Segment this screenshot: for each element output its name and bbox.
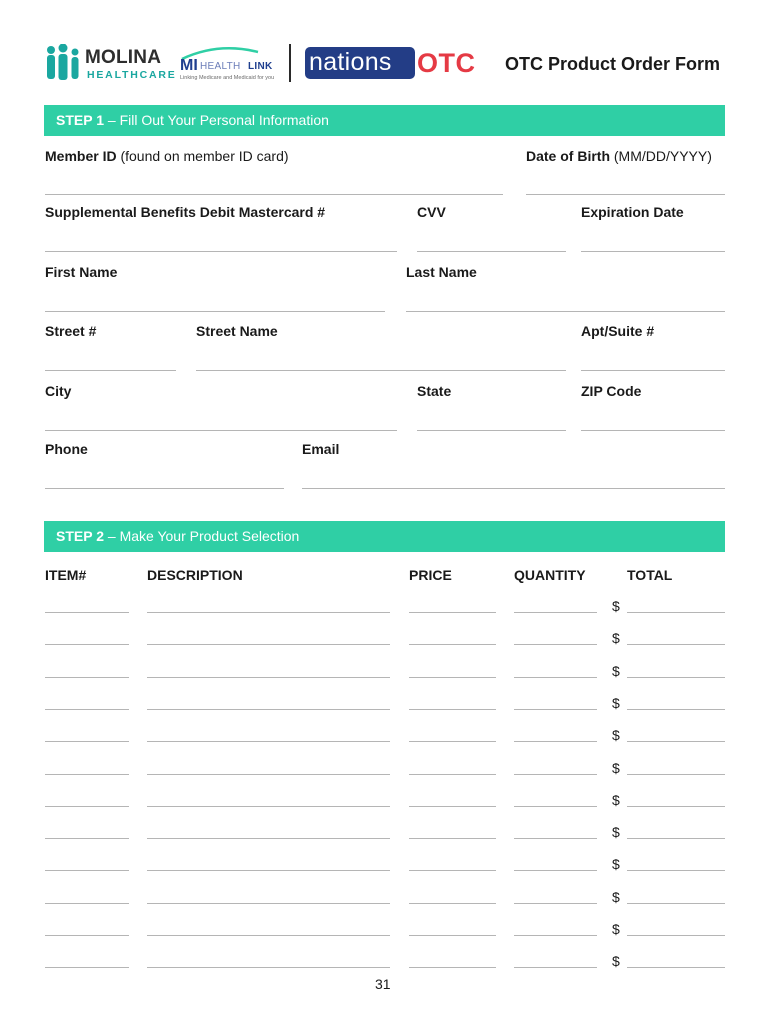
item-number-field[interactable] — [45, 903, 129, 904]
price-field[interactable] — [409, 870, 496, 871]
description-column-header: DESCRIPTION — [147, 567, 243, 583]
expiration-label: Expiration Date — [581, 204, 684, 220]
total-field[interactable] — [627, 709, 725, 710]
item-column-header: ITEM# — [45, 567, 87, 583]
molina-wordmark: MOLINA — [85, 47, 162, 68]
price-field[interactable] — [409, 612, 496, 613]
card-number-label: Supplemental Benefits Debit Mastercard # — [45, 204, 326, 220]
item-number-field[interactable] — [45, 935, 129, 936]
description-field[interactable] — [147, 612, 390, 613]
item-number-field[interactable] — [45, 838, 129, 839]
total-field[interactable] — [627, 644, 725, 645]
step1-label: STEP 1 — [56, 112, 104, 128]
step2-text: – Make Your Product Selection — [107, 528, 300, 544]
link-wordmark: LINK — [248, 61, 273, 72]
quantity-column-header: QUANTITY — [514, 567, 586, 583]
city-label: City — [45, 383, 72, 399]
quantity-field[interactable] — [514, 709, 597, 710]
quantity-field[interactable] — [514, 741, 597, 742]
price-field[interactable] — [409, 806, 496, 807]
step2-label: STEP 2 — [56, 528, 104, 544]
description-field[interactable] — [147, 644, 390, 645]
quantity-field[interactable] — [514, 935, 597, 936]
quantity-field[interactable] — [514, 644, 597, 645]
member-id-label-note: (found on member ID card) — [116, 148, 289, 164]
dob-label-bold: Date of Birth — [526, 148, 610, 164]
total-field[interactable] — [627, 677, 725, 678]
healthcare-wordmark: HEALTHCARE — [87, 69, 177, 81]
description-field[interactable] — [147, 967, 390, 968]
currency-symbol: $ — [612, 953, 620, 969]
item-number-field[interactable] — [45, 774, 129, 775]
cvv-label: CVV — [417, 204, 446, 220]
total-field[interactable] — [627, 838, 725, 839]
zip-label: ZIP Code — [581, 383, 642, 399]
page-title: OTC Product Order Form — [505, 54, 721, 74]
street-number-label: Street # — [45, 323, 97, 339]
quantity-field[interactable] — [514, 806, 597, 807]
currency-symbol: $ — [612, 727, 620, 743]
last-name-label: Last Name — [406, 264, 477, 280]
description-field[interactable] — [147, 774, 390, 775]
currency-symbol: $ — [612, 921, 620, 937]
description-field[interactable] — [147, 903, 390, 904]
step1-text: – Fill Out Your Personal Information — [107, 112, 329, 128]
price-field[interactable] — [409, 838, 496, 839]
currency-symbol: $ — [612, 598, 620, 614]
total-field[interactable] — [627, 903, 725, 904]
quantity-field[interactable] — [514, 838, 597, 839]
quantity-field[interactable] — [514, 870, 597, 871]
total-field[interactable] — [627, 870, 725, 871]
quantity-field[interactable] — [514, 967, 597, 968]
description-field[interactable] — [147, 677, 390, 678]
otc-wordmark: OTC — [417, 48, 476, 78]
currency-symbol: $ — [612, 695, 620, 711]
total-field[interactable] — [627, 774, 725, 775]
dob-label-note: (MM/DD/YYYY) — [610, 148, 712, 164]
quantity-field[interactable] — [514, 612, 597, 613]
quantity-field[interactable] — [514, 774, 597, 775]
total-field[interactable] — [627, 806, 725, 807]
total-column-header: TOTAL — [627, 567, 673, 583]
nations-wordmark: nations — [309, 48, 392, 76]
mi-wordmark: MI — [180, 57, 198, 74]
currency-symbol: $ — [612, 663, 620, 679]
description-field[interactable] — [147, 741, 390, 742]
currency-symbol: $ — [612, 760, 620, 776]
item-number-field[interactable] — [45, 612, 129, 613]
currency-symbol: $ — [612, 856, 620, 872]
currency-symbol: $ — [612, 889, 620, 905]
currency-symbol: $ — [612, 792, 620, 808]
description-field[interactable] — [147, 870, 390, 871]
item-number-field[interactable] — [45, 806, 129, 807]
quantity-field[interactable] — [514, 903, 597, 904]
total-field[interactable] — [627, 967, 725, 968]
price-field[interactable] — [409, 967, 496, 968]
first-name-label: First Name — [45, 264, 118, 280]
price-field[interactable] — [409, 741, 496, 742]
mi-health-link-tagline: Linking Medicare and Medicaid for you — [180, 75, 275, 81]
street-name-label: Street Name — [196, 323, 278, 339]
description-field[interactable] — [147, 709, 390, 710]
price-field[interactable] — [409, 935, 496, 936]
total-field[interactable] — [627, 935, 725, 936]
description-field[interactable] — [147, 806, 390, 807]
price-field[interactable] — [409, 677, 496, 678]
state-label: State — [417, 383, 452, 399]
health-wordmark: HEALTH — [200, 61, 241, 72]
currency-symbol: $ — [612, 630, 620, 646]
member-id-label-bold: Member ID — [45, 148, 117, 164]
item-number-field[interactable] — [45, 709, 129, 710]
currency-symbol: $ — [612, 824, 620, 840]
item-number-field[interactable] — [45, 677, 129, 678]
page-number: 31 — [375, 976, 391, 992]
apt-suite-label: Apt/Suite # — [581, 323, 655, 339]
email-label: Email — [302, 441, 340, 457]
price-field[interactable] — [409, 774, 496, 775]
price-field[interactable] — [409, 709, 496, 710]
item-number-field[interactable] — [45, 741, 129, 742]
description-field[interactable] — [147, 935, 390, 936]
price-field[interactable] — [409, 644, 496, 645]
quantity-field[interactable] — [514, 677, 597, 678]
item-number-field[interactable] — [45, 644, 129, 645]
total-field[interactable] — [627, 612, 725, 613]
price-field[interactable] — [409, 903, 496, 904]
total-field[interactable] — [627, 741, 725, 742]
price-column-header: PRICE — [409, 567, 452, 583]
description-field[interactable] — [147, 838, 390, 839]
item-number-field[interactable] — [45, 870, 129, 871]
item-number-field[interactable] — [45, 967, 129, 968]
phone-label: Phone — [45, 441, 88, 457]
